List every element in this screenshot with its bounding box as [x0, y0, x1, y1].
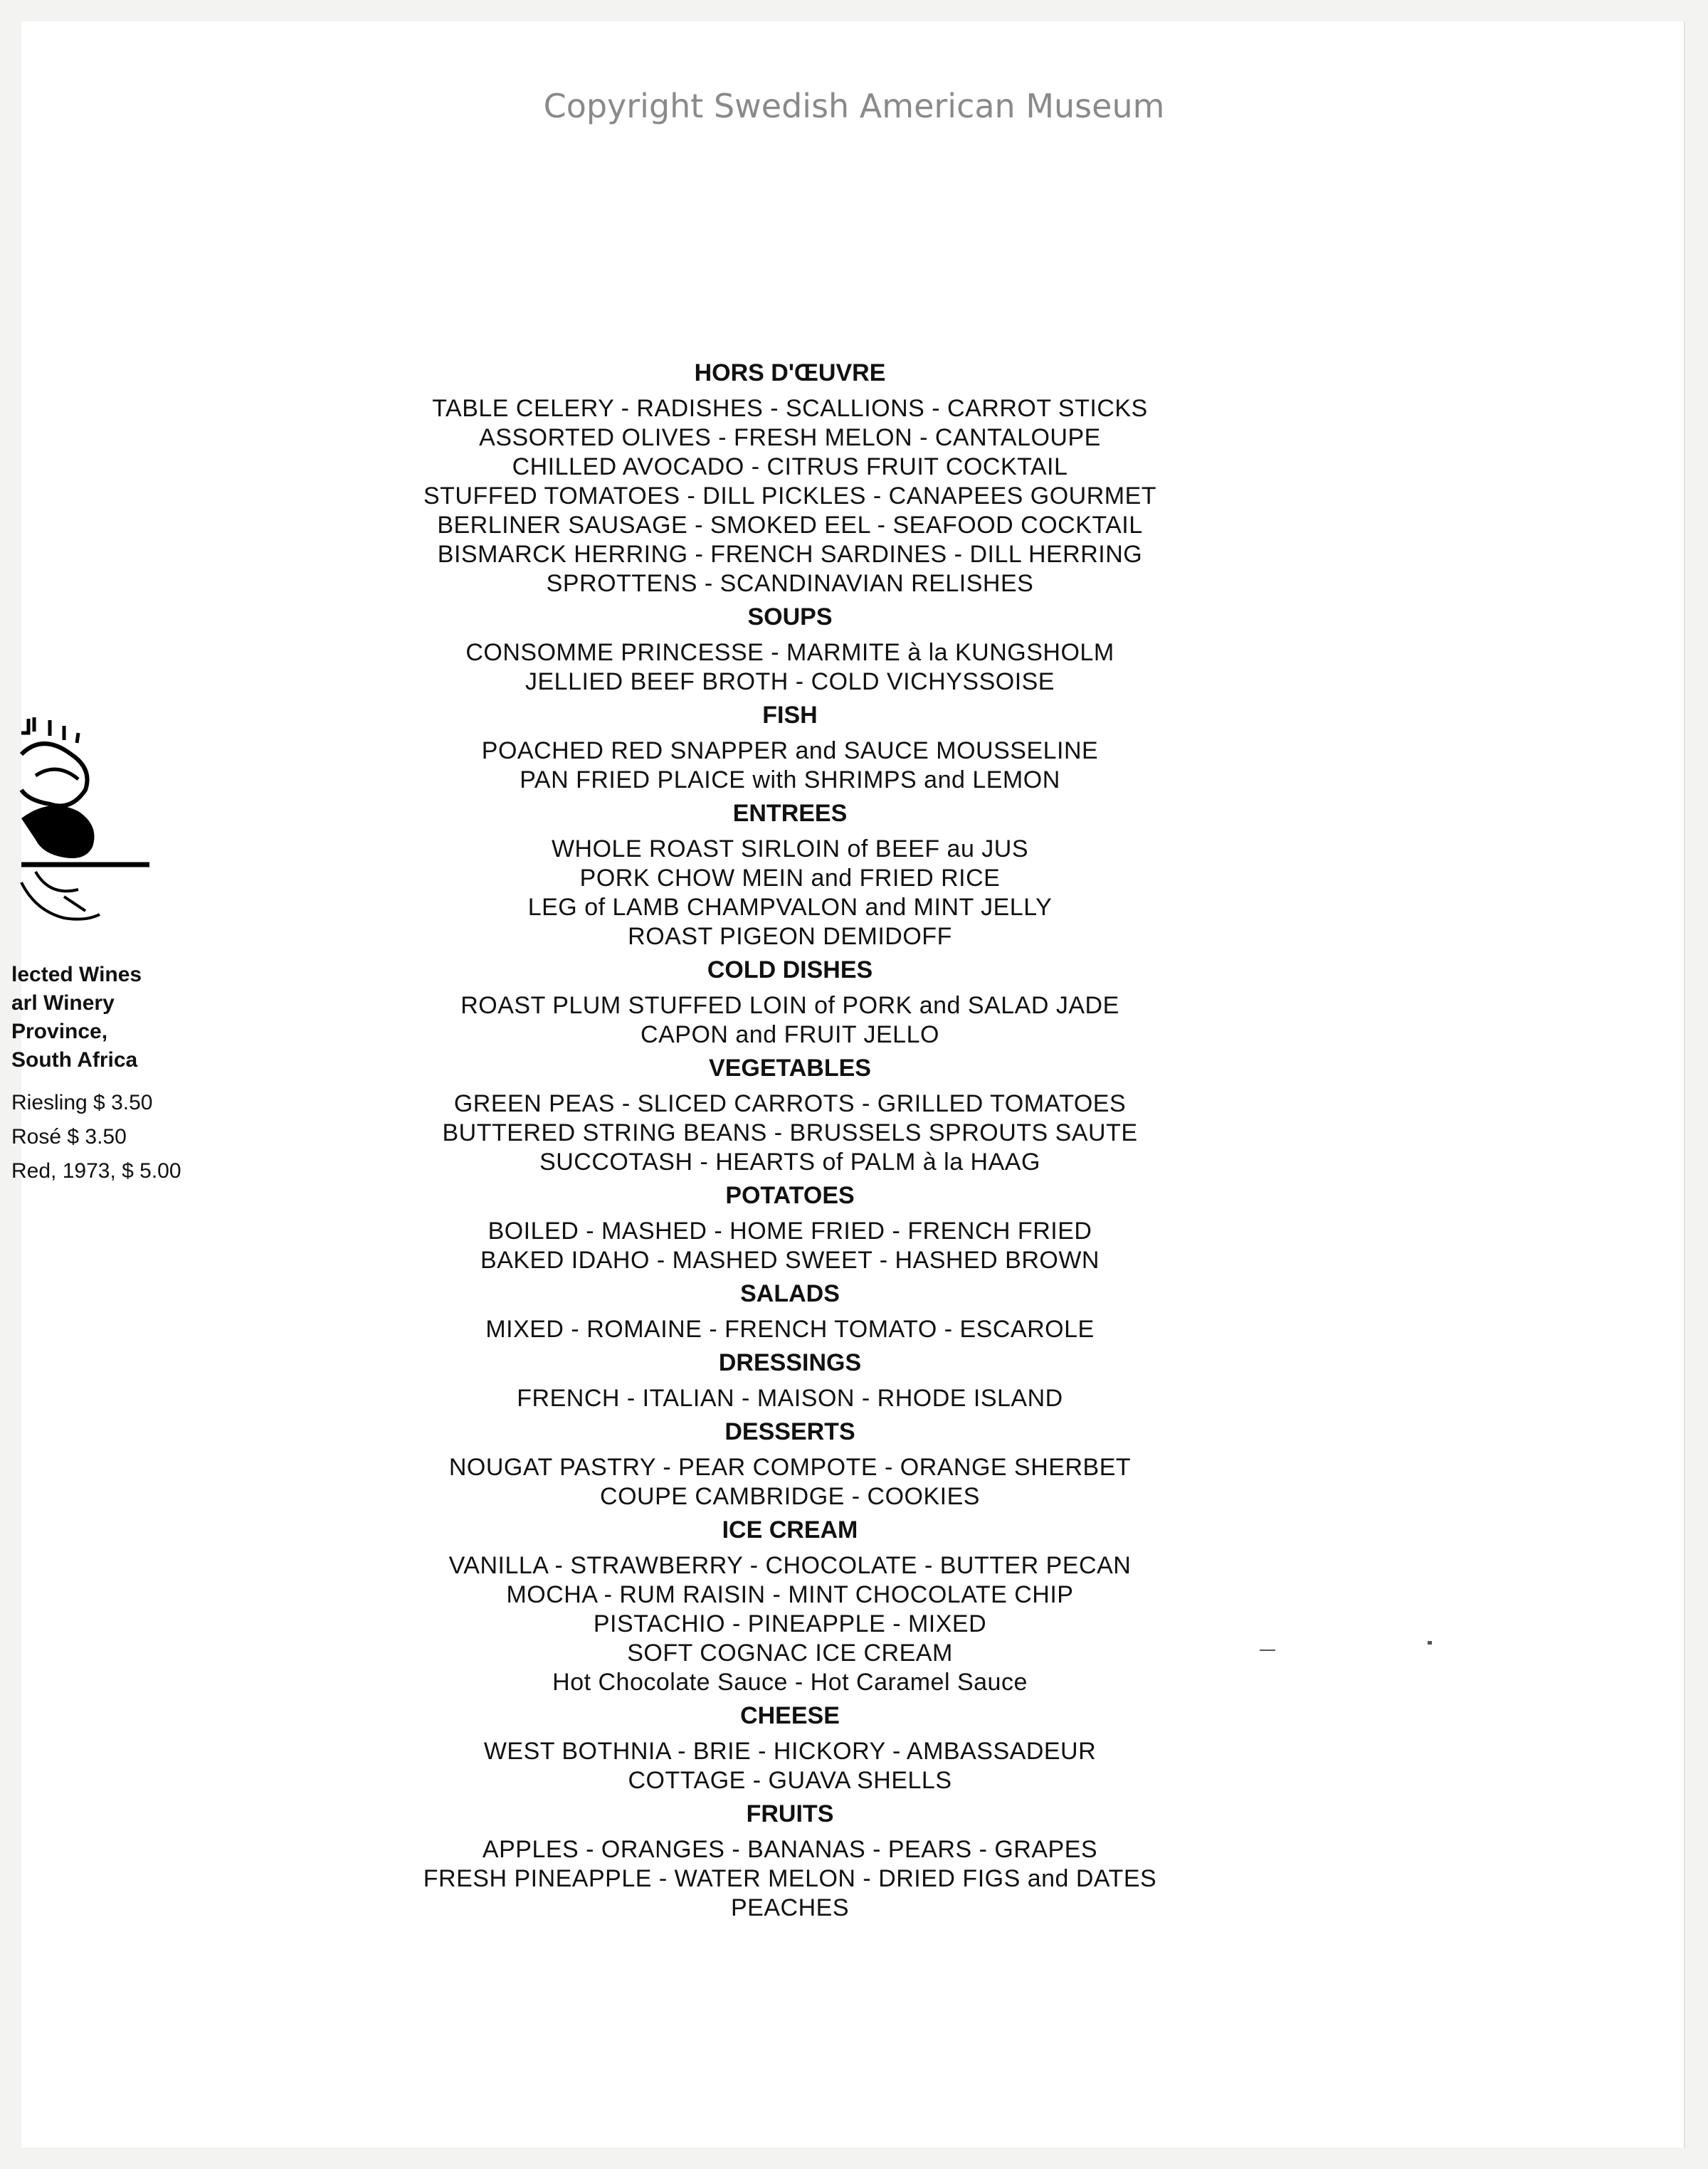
- section-title: FISH: [762, 702, 818, 729]
- menu-line: SPROTTENS - SCANDINAVIAN RELISHES: [546, 570, 1034, 597]
- menu-line: FRENCH - ITALIAN - MAISON - RHODE ISLAND: [517, 1385, 1063, 1412]
- wine-price-item: Red, 1973, $ 5.00: [11, 1159, 181, 1183]
- wine-heading-line: arl Winery: [11, 991, 115, 1015]
- menu-line: FRESH PINEAPPLE - WATER MELON - DRIED FIGS and DATES: [423, 1865, 1157, 1892]
- menu-line: WHOLE ROAST SIRLOIN of BEEF au JUS: [551, 835, 1029, 862]
- menu-line: ROAST PIGEON DEMIDOFF: [628, 923, 952, 950]
- menu-line: CAPON and FRUIT JELLO: [640, 1021, 939, 1048]
- section-title: FRUITS: [746, 1800, 834, 1827]
- wine-heading-line: South Africa: [11, 1048, 138, 1072]
- logo-illustration-icon: [21, 712, 157, 939]
- menu-line: STUFFED TOMATOES - DILL PICKLES - CANAPEES GOURMET: [423, 482, 1157, 510]
- menu-line: POACHED RED SNAPPER and SAUCE MOUSSELINE: [481, 737, 1099, 764]
- section-title: ICE CREAM: [722, 1516, 858, 1543]
- section-desserts: [342, 1416, 1238, 1511]
- section-cold-dishes: [342, 954, 1238, 1050]
- section-entrees: [342, 798, 1238, 951]
- menu-line: BERLINER SAUSAGE - SMOKED EEL - SEAFOOD COCKTAIL: [437, 512, 1143, 539]
- menu-line: GREEN PEAS - SLICED CARROTS - GRILLED TOMATOES: [453, 1090, 1127, 1117]
- section-title: DRESSINGS: [718, 1349, 862, 1376]
- section-ice-cream: [342, 1514, 1238, 1697]
- wine-price-item: Riesling $ 3.50: [11, 1091, 153, 1114]
- menu-line: ROAST PLUM STUFFED LOIN of PORK and SALAD JADE: [460, 992, 1119, 1019]
- menu-line: NOUGAT PASTRY - PEAR COMPOTE - ORANGE SHERBET: [448, 1454, 1132, 1481]
- menu-line: PAN FRIED PLAICE with SHRIMPS and LEMON: [520, 766, 1060, 793]
- section-title: SOUPS: [747, 603, 833, 630]
- section-salads: [342, 1278, 1238, 1344]
- section-title: POTATOES: [725, 1182, 855, 1209]
- menu-line: CONSOMME PRINCESSE - MARMITE à la KUNGSHOLM: [465, 639, 1114, 666]
- wine-list: [11, 961, 263, 1188]
- wine-heading-line: Province,: [11, 1020, 108, 1043]
- menu-line: ASSORTED OLIVES - FRESH MELON - CANTALOUPE: [479, 424, 1101, 451]
- menu-content: [342, 354, 1238, 1923]
- menu-line: APPLES - ORANGES - BANANAS - PEARS - GRAPES: [482, 1836, 1098, 1863]
- section-potatoes: [342, 1180, 1238, 1275]
- menu-line: MOCHA - RUM RAISIN - MINT CHOCOLATE CHIP: [506, 1581, 1074, 1608]
- copyright-watermark: Copyright Swedish American Museum: [543, 87, 1165, 125]
- menu-line: COTTAGE - GUAVA SHELLS: [628, 1767, 952, 1794]
- section-fish: [342, 700, 1238, 795]
- menu-line: CHILLED AVOCADO - CITRUS FRUIT COCKTAIL: [512, 453, 1068, 480]
- section-title: DESSERTS: [724, 1418, 855, 1445]
- menu-line: PEACHES: [731, 1894, 849, 1921]
- scan-speck: [1428, 1641, 1432, 1645]
- section-title: CHEESE: [740, 1702, 840, 1729]
- section-cheese: [342, 1700, 1238, 1795]
- menu-line: TABLE CELERY - RADISHES - SCALLIONS - CARROT STICKS: [432, 395, 1148, 422]
- menu-line: LEG of LAMB CHAMPVALON and MINT JELLY: [527, 894, 1053, 921]
- menu-line: SOFT COGNAC ICE CREAM: [627, 1640, 953, 1667]
- section-title: HORS D'ŒUVRE: [694, 359, 886, 386]
- menu-line: BISMARCK HERRING - FRENCH SARDINES - DILL HERRING: [437, 541, 1143, 568]
- scan-speck: [1260, 1650, 1275, 1651]
- menu-line: BOILED - MASHED - HOME FRIED - FRENCH FRIED: [487, 1218, 1092, 1245]
- wine-heading-line: lected Wines: [11, 963, 142, 986]
- section-title: COLD DISHES: [707, 956, 873, 983]
- menu-line: MIXED - ROMAINE - FRENCH TOMATO - ESCAROLE: [485, 1316, 1095, 1343]
- menu-line: COUPE CAMBRIDGE - COOKIES: [600, 1483, 980, 1510]
- menu-line: SUCCOTASH - HEARTS of PALM à la HAAG: [539, 1149, 1040, 1176]
- menu-line: BAKED IDAHO - MASHED SWEET - HASHED BROWN: [480, 1247, 1100, 1274]
- menu-line: PORK CHOW MEIN and FRIED RICE: [579, 865, 1001, 892]
- section-vegetables: [342, 1052, 1238, 1177]
- section-dressings: [342, 1347, 1238, 1413]
- menu-line: BUTTERED STRING BEANS - BRUSSELS SPROUTS SAUTE: [442, 1119, 1138, 1146]
- menu-line: JELLIED BEEF BROTH - COLD VICHYSSOISE: [524, 668, 1055, 695]
- section-soups: [342, 601, 1238, 697]
- menu-line: PISTACHIO - PINEAPPLE - MIXED: [593, 1610, 987, 1637]
- section-title: SALADS: [740, 1280, 840, 1307]
- section-title: ENTREES: [732, 800, 848, 827]
- menu-line: VANILLA - STRAWBERRY - CHOCOLATE - BUTTER PECAN: [448, 1552, 1132, 1579]
- menu-line: WEST BOTHNIA - BRIE - HICKORY - AMBASSADEUR: [483, 1738, 1097, 1765]
- wine-price-item: Rosé $ 3.50: [11, 1125, 127, 1149]
- section-title: VEGETABLES: [709, 1055, 871, 1082]
- section-hors-doeuvre: [342, 357, 1238, 598]
- section-fruits: [342, 1798, 1238, 1923]
- menu-line: Hot Chocolate Sauce - Hot Caramel Sauce: [552, 1669, 1028, 1696]
